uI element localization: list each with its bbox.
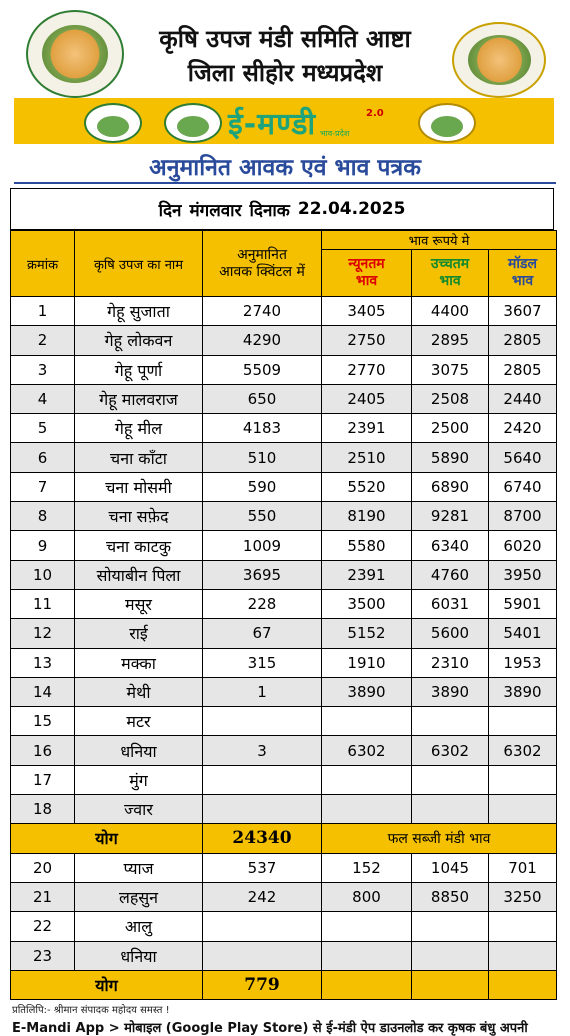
arrival-cell: 315 [203,648,322,677]
arrival-cell: 67 [203,619,322,648]
arrival-cell [203,765,322,794]
arrival-cell: 537 [203,853,322,882]
max-price-cell [412,941,489,970]
max-price-cell [412,912,489,941]
min-price-cell [322,765,412,794]
col-arrival-l2: आवक क्विंटल में [219,263,305,280]
min-price-cell: 3405 [322,297,412,326]
table-row [11,765,557,794]
committee-title: कृषि उपज मंडी समिति आष्टा [159,25,411,53]
serial-cell: 8 [11,502,75,531]
modal-price-cell: 701 [489,853,557,882]
table-row [11,297,557,326]
col-crop-label: कृषि उपज का नाम [93,257,184,273]
crop-name-cell: चना काटकु [75,531,203,560]
table-row [11,677,557,706]
table-row [11,648,557,677]
min-price-cell: 2750 [322,326,412,355]
modal-price-cell: 2805 [489,326,557,355]
max-price-cell [412,795,489,824]
min-price-cell: 6302 [322,736,412,765]
col-max-l1: उच्चतम [430,256,470,272]
modal-price-cell [489,912,557,941]
table-row [11,531,557,560]
mandi-committee-logo [26,10,124,98]
col-modal [489,250,557,297]
total-section [11,824,557,853]
arrival-cell: 1 [203,677,322,706]
min-price-cell: 3500 [322,589,412,618]
arrival-cell: 242 [203,882,322,911]
serial-cell: 4 [11,384,75,413]
serial-cell: 23 [11,941,75,970]
max-price-cell: 5890 [412,443,489,472]
table-row [11,941,557,970]
serial-cell: 21 [11,882,75,911]
crop-name-cell: गेहू मालवराज [75,384,203,413]
min-price-cell [322,912,412,941]
modal-price-cell [489,795,557,824]
arrival-cell: 550 [203,502,322,531]
col-min-l1: न्यूनतम [348,256,385,272]
crop-name-cell: मसूर [75,589,203,618]
veg-total-section [11,970,557,999]
modal-price-cell: 2805 [489,355,557,384]
crop-name-cell: मक्का [75,648,203,677]
max-price-cell: 4760 [412,560,489,589]
table-row [11,707,557,736]
modal-price-cell: 3607 [489,297,557,326]
crop-name-cell: ज्वार [75,795,203,824]
col-crop [75,231,203,297]
chief-minister-logo [452,22,546,98]
crop-name-cell: राई [75,619,203,648]
emandi-banner [14,98,554,144]
min-price-cell: 1910 [322,648,412,677]
modal-price-cell: 6302 [489,736,557,765]
max-price-cell: 1045 [412,853,489,882]
col-modal-l1: मॉडल [508,256,537,272]
serial-cell: 16 [11,736,75,765]
max-price-cell: 6031 [412,589,489,618]
serial-cell: 6 [11,443,75,472]
min-price-cell [322,795,412,824]
crop-name-cell: गेहू सुजाता [75,297,203,326]
title-underline [14,182,556,184]
max-price-cell: 6340 [412,531,489,560]
serial-cell: 2 [11,326,75,355]
crop-rows [11,297,557,824]
modal-price-cell: 6740 [489,472,557,501]
min-price-cell: 8190 [322,502,412,531]
serial-cell: 7 [11,472,75,501]
arrival-cell: 3 [203,736,322,765]
col-serial: क्रमांक [11,231,75,297]
serial-cell: 14 [11,677,75,706]
crop-name-cell: मुंग [75,765,203,794]
min-price-cell: 5152 [322,619,412,648]
max-price-cell: 2508 [412,384,489,413]
day-label: दिन [158,200,182,221]
modal-price-cell: 3890 [489,677,557,706]
modal-price-cell: 3950 [489,560,557,589]
max-price-cell: 3890 [412,677,489,706]
crop-name-cell: गेहू लोकवन [75,326,203,355]
arrival-cell: 1009 [203,531,322,560]
table-row [11,560,557,589]
min-price-cell: 2510 [322,443,412,472]
crop-name-cell: धनिया [75,941,203,970]
modal-price-cell [489,941,557,970]
modal-price-cell: 8700 [489,502,557,531]
arrival-cell: 3695 [203,560,322,589]
min-price-cell: 800 [322,882,412,911]
footer-note: E-Mandi App > मोबाइल (Google Play Store) से ई-मंडी ऐप डाउनलोड कर कृषक बंधु अपनी [12,1021,528,1036]
max-price-cell: 8850 [412,882,489,911]
kisan-logo [418,103,476,143]
serial-cell: 5 [11,414,75,443]
serial-cell: 13 [11,648,75,677]
modal-price-cell: 2420 [489,414,557,443]
arrival-cell [203,941,322,970]
serial-cell: 22 [11,912,75,941]
min-price-cell: 2770 [322,355,412,384]
arrival-cell [203,912,322,941]
veg-total-label: योग [11,970,203,999]
modal-price-cell: 2440 [489,384,557,413]
emandi-subtext: भाव-प्रदेश [320,129,350,138]
fruit-veg-heading: फल सब्जी मंडी भाव [322,824,557,853]
col-arrival [203,231,322,297]
col-max [412,250,489,297]
serial-cell: 9 [11,531,75,560]
modal-price-cell [489,707,557,736]
veg-total-blank [322,970,412,999]
veg-total-arrival: 779 [203,970,322,999]
min-price-cell: 2391 [322,560,412,589]
mp-map-logo [84,103,142,143]
max-price-cell: 6302 [412,736,489,765]
crop-name-cell: मटर [75,707,203,736]
crop-name-cell: गेहू पूर्णा [75,355,203,384]
modal-price-cell: 5640 [489,443,557,472]
crop-name-cell: लहसुन [75,882,203,911]
table-row [11,414,557,443]
col-min [322,250,412,297]
date-label: दिनाक [249,200,290,221]
table-row [11,795,557,824]
table-row [11,502,557,531]
date-value: 22.04.2025 [297,199,406,219]
arrival-cell: 2740 [203,297,322,326]
crop-name-cell: सोयाबीन पिला [75,560,203,589]
crop-name-cell: प्याज [75,853,203,882]
max-price-cell [412,765,489,794]
day-value: मंगलवार [189,200,242,221]
min-price-cell [322,707,412,736]
table-row [11,355,557,384]
modal-price-cell: 5901 [489,589,557,618]
table-row [11,882,557,911]
arrival-cell: 5509 [203,355,322,384]
table-row [11,619,557,648]
emandi-version: 2.0 [366,108,384,119]
crop-name-cell: धनिया [75,736,203,765]
veg-total-row [11,970,557,999]
crop-name-cell: चना मोसमी [75,472,203,501]
max-price-cell [412,707,489,736]
district-title: जिला सीहोर मध्यप्रदेश [187,59,383,87]
arrival-cell: 4183 [203,414,322,443]
page-title: अनुमानित आवक एवं भाव पत्रक [149,155,421,181]
arrival-cell: 228 [203,589,322,618]
serial-cell: 18 [11,795,75,824]
serial-cell: 15 [11,707,75,736]
price-table [10,230,557,1000]
header [0,0,570,150]
table-row [11,326,557,355]
col-price-group: भाव रूपये मे [322,231,557,250]
table-row [11,384,557,413]
max-price-cell: 2500 [412,414,489,443]
min-price-cell: 2405 [322,384,412,413]
total-row [11,824,557,853]
table-row [11,443,557,472]
max-price-cell: 2310 [412,648,489,677]
veg-total-blank [489,970,557,999]
serial-cell: 11 [11,589,75,618]
col-max-l2: भाव [439,273,461,289]
max-price-cell: 9281 [412,502,489,531]
serial-cell: 3 [11,355,75,384]
table-row [11,472,557,501]
serial-cell: 12 [11,619,75,648]
col-min-l2: भाव [355,273,378,289]
veg-total-blank [412,970,489,999]
min-price-cell: 5520 [322,472,412,501]
crop-name-cell: चना कॉंटा [75,443,203,472]
col-arrival-l1: अनुमानित [237,246,287,263]
min-price-cell: 152 [322,853,412,882]
modal-price-cell: 1953 [489,648,557,677]
emandi-brand: ई-मण्डी [228,107,317,142]
arrival-cell: 590 [203,472,322,501]
modal-price-cell [489,765,557,794]
crop-name-cell: आलु [75,912,203,941]
serial-cell: 17 [11,765,75,794]
arrival-cell: 510 [203,443,322,472]
col-modal-l2: भाव [511,273,534,289]
footnote: प्रतिलिपि:- श्रीमान संपादक महोदय समस्त ! [12,1005,170,1016]
min-price-cell: 5580 [322,531,412,560]
serial-cell: 1 [11,297,75,326]
serial-cell: 20 [11,853,75,882]
crop-name-cell: गेहू मील [75,414,203,443]
max-price-cell: 4400 [412,297,489,326]
max-price-cell: 6890 [412,472,489,501]
max-price-cell: 5600 [412,619,489,648]
date-row [10,188,554,230]
serial-cell: 10 [11,560,75,589]
crop-name-cell: मेथी [75,677,203,706]
max-price-cell: 3075 [412,355,489,384]
max-price-cell: 2895 [412,326,489,355]
min-price-cell: 2391 [322,414,412,443]
modal-price-cell: 3250 [489,882,557,911]
arrival-cell: 4290 [203,326,322,355]
min-price-cell: 3890 [322,677,412,706]
modal-price-cell: 6020 [489,531,557,560]
table-row [11,912,557,941]
mandi-board-logo [164,103,222,143]
arrival-cell: 650 [203,384,322,413]
total-arrival: 24340 [203,824,322,853]
table-row [11,589,557,618]
arrival-cell [203,795,322,824]
crop-name-cell: चना सफ़ेद [75,502,203,531]
min-price-cell [322,941,412,970]
veg-rows [11,853,557,970]
arrival-cell [203,707,322,736]
table-row [11,853,557,882]
modal-price-cell: 5401 [489,619,557,648]
total-label: योग [11,824,203,853]
table-row [11,736,557,765]
